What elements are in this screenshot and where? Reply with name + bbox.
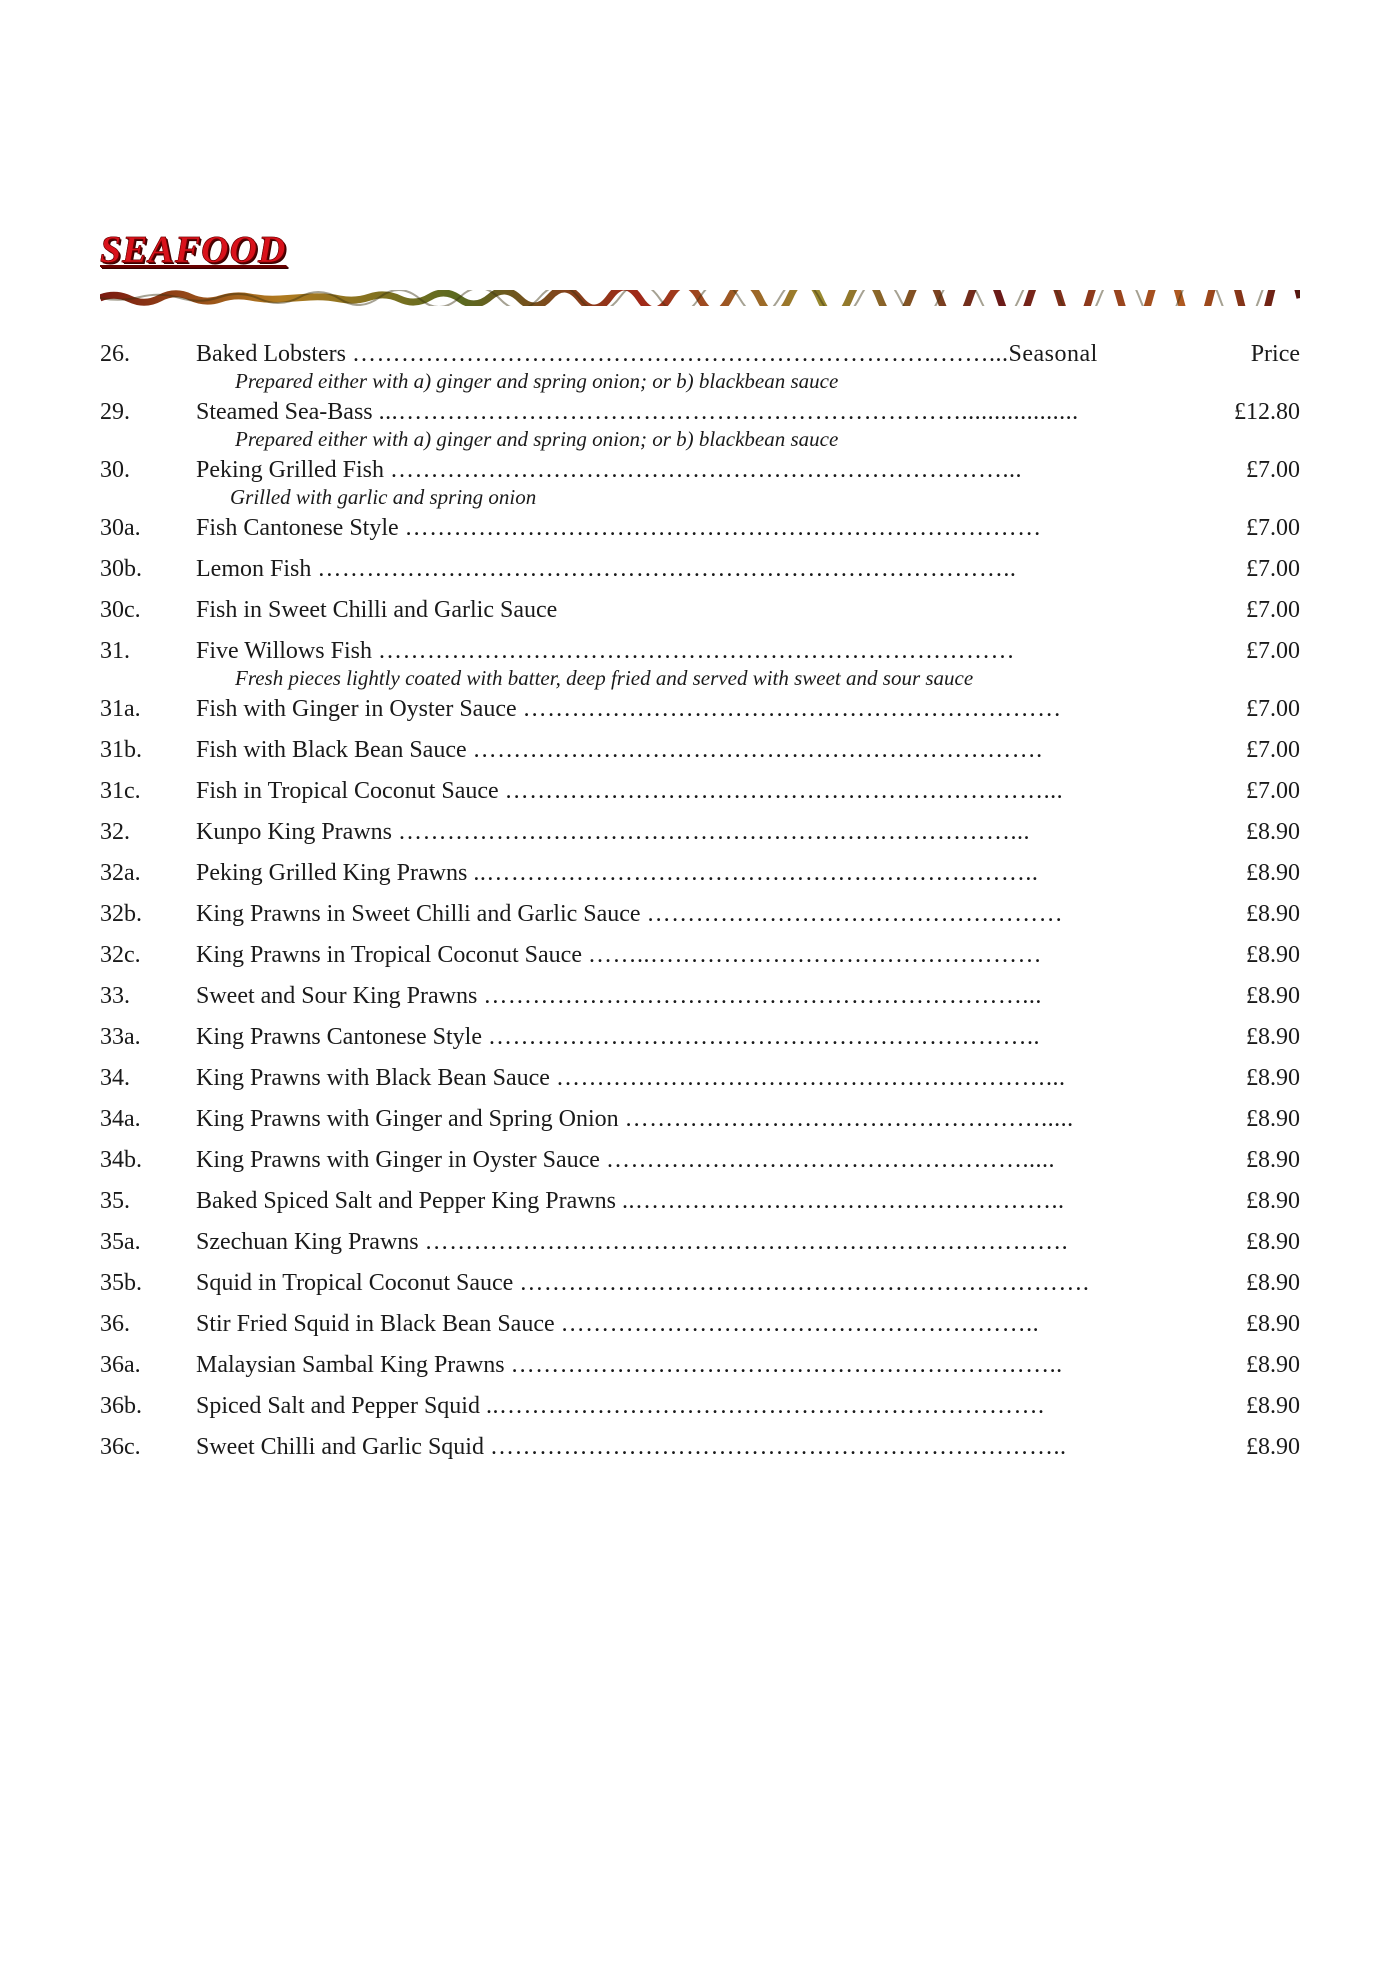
menu-item-price: £7.00 [1246, 556, 1300, 582]
dot-leader: ………………………………………………………………………….. [317, 556, 1017, 582]
menu-item-row [100, 900, 1300, 928]
menu-item-row [100, 1228, 1300, 1256]
menu-item-number: 33a. [100, 1024, 141, 1050]
dot-leader: ………………………………………………….. [560, 1311, 1040, 1337]
dot-leader: ……………………………………………………………………. [424, 1229, 1069, 1255]
menu-item-price: £12.80 [1234, 399, 1300, 425]
menu-item-name: Fish Cantonese Style [196, 515, 399, 541]
menu-item-number: 30. [100, 457, 130, 483]
menu-item-name: Baked Lobsters [196, 341, 346, 367]
menu-item-name-line [196, 941, 1281, 969]
dot-leader: ……………………………………………………………. [519, 1270, 1090, 1296]
menu-item-name: Lemon Fish [196, 556, 312, 582]
menu-item-number: 35b. [100, 1270, 142, 1296]
menu-item-price: £8.90 [1246, 1270, 1300, 1296]
menu-item-number: 30c. [100, 597, 141, 623]
menu-item-name: King Prawns with Ginger and Spring Onion [196, 1106, 619, 1132]
menu-item-name: Spiced Salt and Pepper Squid [196, 1393, 480, 1419]
menu-item-price: Price [1250, 341, 1300, 367]
menu-item-name: King Prawns with Ginger in Oyster Sauce [196, 1147, 600, 1173]
menu-item-number: 32c. [100, 942, 141, 968]
menu-item-name: Sweet and Sour King Prawns [196, 983, 478, 1009]
menu-item-name-line [196, 1105, 1281, 1133]
dot-leader: …………………………………………………………………... [390, 457, 1023, 483]
dot-leader: ..…………………………………………….. [621, 1188, 1065, 1214]
menu-item-number: 31c. [100, 778, 141, 804]
menu-item-name-line [196, 818, 1281, 846]
menu-item-name: Five Willows Fish [196, 638, 372, 664]
menu-item-name-line [196, 1392, 1281, 1420]
menu-item-row [100, 637, 1300, 665]
menu-item-row [100, 941, 1300, 969]
menu-item-description: Grilled with garlic and spring onion [230, 485, 537, 509]
dot-leader: …………………………………………… [646, 901, 1064, 927]
menu-item-number: 31a. [100, 696, 141, 722]
menu-item-row [100, 1187, 1300, 1215]
menu-item-name: King Prawns Cantonese Style [196, 1024, 482, 1050]
menu-item-row [100, 1105, 1300, 1133]
menu-item-name-line [196, 456, 1281, 484]
dot-leader: …………………………………………………………………… [404, 515, 1042, 541]
dot-leader: ……………………………………………..... [624, 1106, 1074, 1132]
menu-item-name: Kunpo King Prawns [196, 819, 392, 845]
menu-item-number: 29. [100, 399, 130, 425]
menu-item-name: Squid in Tropical Coconut Sauce [196, 1270, 514, 1296]
menu-item-name-line [196, 1269, 1281, 1297]
dot-leader: ……..………………………………………… [587, 942, 1042, 968]
menu-item-row [100, 1433, 1300, 1461]
dot-leader: …………………………………………………………………... [398, 819, 1030, 845]
menu-item-price: £8.90 [1246, 1024, 1300, 1050]
menu-item-row [100, 596, 1300, 624]
dot-leader: ………………………………………………………….. [487, 1024, 1040, 1050]
menu-item-price: £8.90 [1246, 1065, 1300, 1091]
menu-item-price: £8.90 [1246, 901, 1300, 927]
menu-item-number: 35. [100, 1188, 130, 1214]
menu-item-name-line [196, 859, 1281, 887]
menu-item-name: Sweet Chilli and Garlic Squid [196, 1434, 484, 1460]
menu-item-price: £7.00 [1246, 597, 1300, 623]
menu-item-name-line [196, 982, 1281, 1010]
menu-item-price: £7.00 [1246, 778, 1300, 804]
dot-leader: …………………………………………………………………… [377, 638, 1015, 664]
menu-item-number: 33. [100, 983, 130, 1009]
menu-item-name: Fish in Sweet Chilli and Garlic Sauce [196, 597, 558, 623]
dot-leader: ...…………………………………………………………….................. [378, 399, 1079, 425]
dot-leader: ..………………………………………………………….. [473, 860, 1039, 886]
menu-item-name-line [196, 1146, 1281, 1174]
menu-item-row [100, 695, 1300, 723]
menu-item-name-line [196, 1228, 1281, 1256]
menu-item-name: Stir Fried Squid in Black Bean Sauce [196, 1311, 555, 1337]
dot-leader: …………………………………………………………... [504, 778, 1064, 804]
menu-item-price: £8.90 [1246, 1188, 1300, 1214]
menu-item-price: £8.90 [1246, 983, 1300, 1009]
menu-item-price: £8.90 [1246, 1434, 1300, 1460]
menu-item-number: 36b. [100, 1393, 142, 1419]
menu-item-number: 32b. [100, 901, 142, 927]
menu-item-price: £8.90 [1246, 1311, 1300, 1337]
menu-item-number: 30a. [100, 515, 141, 541]
section-title: SEAFOOD [100, 229, 287, 271]
menu-item-price: £8.90 [1246, 1147, 1300, 1173]
menu-item-number: 35a. [100, 1229, 141, 1255]
menu-item-name-line [196, 1310, 1281, 1338]
menu-item-name-line [196, 398, 1281, 426]
menu-item-price: £7.00 [1246, 737, 1300, 763]
menu-item-name-line [196, 900, 1281, 928]
menu-item-name: King Prawns with Black Bean Sauce [196, 1065, 550, 1091]
menu-item-row [100, 982, 1300, 1010]
menu-item-name: Malaysian Sambal King Prawns [196, 1352, 505, 1378]
menu-item-name: Peking Grilled Fish [196, 457, 385, 483]
menu-item-name: Steamed Sea-Bass [196, 399, 373, 425]
menu-item-price: £8.90 [1246, 1352, 1300, 1378]
menu-item-name: Fish in Tropical Coconut Sauce [196, 778, 499, 804]
menu-item-price: £8.90 [1246, 1229, 1300, 1255]
menu-item-row [100, 1023, 1300, 1051]
menu-item-price: £7.00 [1246, 638, 1300, 664]
menu-item-description: Fresh pieces lightly coated with batter, deep fried and served with sweet and sour sauce [235, 666, 974, 690]
menu-item-number: 34a. [100, 1106, 141, 1132]
menu-item-price: £7.00 [1246, 457, 1300, 483]
menu-item-name-line [196, 637, 1281, 665]
menu-item-name-line [196, 1351, 1281, 1379]
menu-item-row [100, 1146, 1300, 1174]
menu-item-price: £8.90 [1246, 860, 1300, 886]
menu-item-row [100, 859, 1300, 887]
menu-item-row [100, 736, 1300, 764]
menu-item-row [100, 1392, 1300, 1420]
menu-item-number: 30b. [100, 556, 142, 582]
menu-item-name: King Prawns in Sweet Chilli and Garlic Sauce [196, 901, 641, 927]
menu-item-row [100, 514, 1300, 542]
menu-item-number: 36c. [100, 1434, 141, 1460]
dot-leader: ………………………………………………………… [522, 696, 1062, 722]
menu-item-row [100, 398, 1300, 426]
menu-item-name-line [196, 1187, 1281, 1215]
menu-item-price: £7.00 [1246, 696, 1300, 722]
menu-item-name-line [196, 514, 1281, 542]
menu-item-number: 26. [100, 341, 130, 367]
menu-item-name-line [196, 695, 1281, 723]
menu-item-number: 31b. [100, 737, 142, 763]
dot-leader: ……………………………………………………………………...Seasonal [351, 341, 1098, 367]
menu-item-name-line [196, 555, 1281, 583]
menu-item-row [100, 555, 1300, 583]
dot-leader: …………………………………………………………….. [489, 1434, 1067, 1460]
menu-item-row [100, 1064, 1300, 1092]
menu-item-price: £8.90 [1246, 819, 1300, 845]
menu-item-name-line [196, 1023, 1281, 1051]
menu-item-name: Peking Grilled King Prawns [196, 860, 468, 886]
menu-item-description: Prepared either with a) ginger and spring onion; or b) blackbean sauce [235, 427, 839, 451]
menu-item-price: £7.00 [1246, 515, 1300, 541]
menu-item-price: £8.90 [1246, 1393, 1300, 1419]
menu-item-name: Fish with Black Bean Sauce [196, 737, 467, 763]
menu-item-number: 32a. [100, 860, 141, 886]
dot-leader: …………………………………………………………... [483, 983, 1042, 1009]
menu-item-row [100, 456, 1300, 484]
menu-item-row [100, 1310, 1300, 1338]
menu-item-name-line [196, 777, 1281, 805]
menu-item-name-line [196, 1064, 1281, 1092]
menu-item-name-line [196, 736, 1281, 764]
menu-item-name: Baked Spiced Salt and Pepper King Prawns [196, 1188, 616, 1214]
menu-item-row [100, 1351, 1300, 1379]
dot-leader: ……………………………………………………………. [472, 737, 1043, 763]
menu-item-number: 36. [100, 1311, 130, 1337]
menu-item-name: King Prawns in Tropical Coconut Sauce [196, 942, 582, 968]
dot-leader: ………………………………………………………….. [510, 1352, 1063, 1378]
menu-item-row [100, 777, 1300, 805]
menu-item-price: £8.90 [1246, 942, 1300, 968]
decorative-divider [100, 290, 1300, 306]
menu-item-name: Fish with Ginger in Oyster Sauce [196, 696, 517, 722]
menu-item-number: 34. [100, 1065, 130, 1091]
menu-item-description: Prepared either with a) ginger and spring onion; or b) blackbean sauce [235, 369, 839, 393]
menu-item-row [100, 340, 1300, 368]
menu-item-row [100, 1269, 1300, 1297]
menu-item-name-line [196, 596, 1281, 624]
menu-item-number: 34b. [100, 1147, 142, 1173]
dot-leader: ……………………………………………..... [605, 1147, 1055, 1173]
menu-item-name-line [196, 1433, 1281, 1461]
seafood-menu-list [100, 340, 1300, 1474]
menu-item-row [100, 818, 1300, 846]
dot-leader: ..…………………………………………………………. [485, 1393, 1045, 1419]
dot-leader: ……………………………………………………... [555, 1065, 1066, 1091]
menu-item-price: £8.90 [1246, 1106, 1300, 1132]
menu-item-name: Szechuan King Prawns [196, 1229, 419, 1255]
menu-item-number: 32. [100, 819, 130, 845]
menu-item-number: 36a. [100, 1352, 141, 1378]
menu-item-number: 31. [100, 638, 130, 664]
menu-item-name-line [196, 340, 1281, 368]
